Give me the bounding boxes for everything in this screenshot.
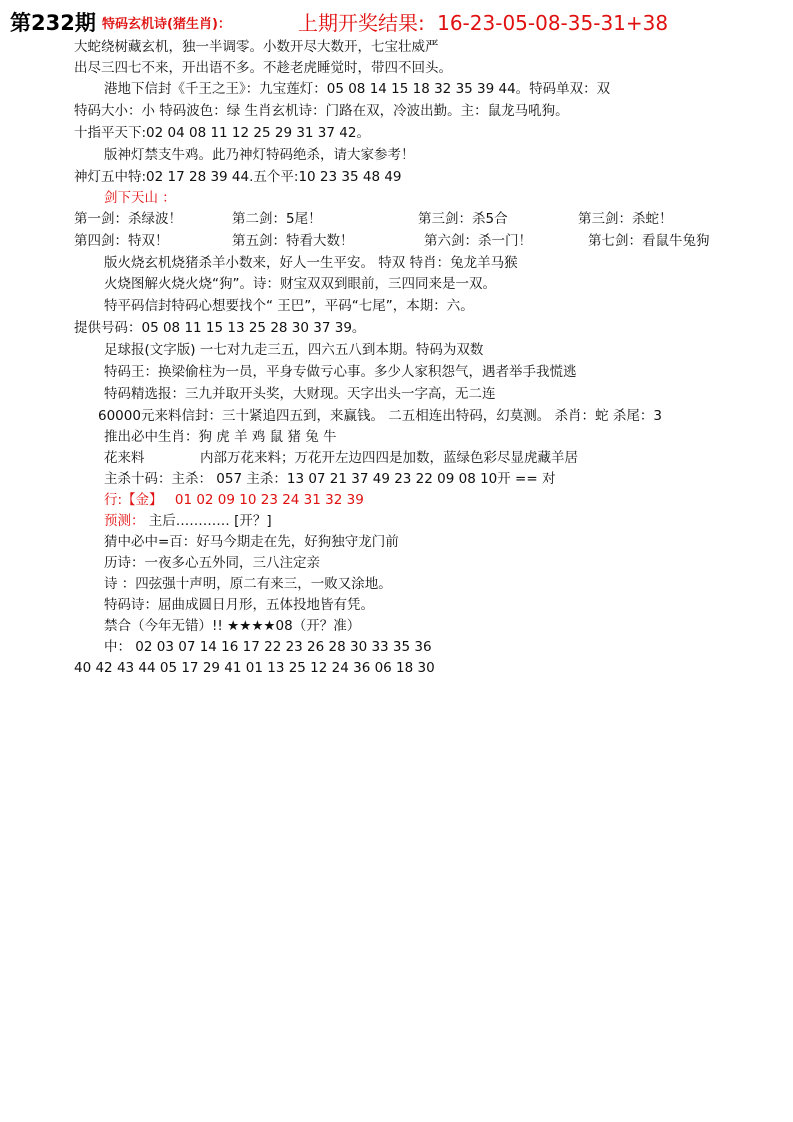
lamp-line: 版神灯禁支牛鸡。此乃神灯特码绝杀，请大家参考！ bbox=[104, 147, 415, 163]
predict-text: 主后………… [开？] bbox=[148, 513, 272, 529]
poem-line-3: 诗 ：四弦强十声明，原二有来三，一败又涂地。 bbox=[104, 576, 392, 592]
sword-title: 剑下天山 ： bbox=[104, 190, 176, 206]
must-zodiac-line: 推出必中生肖：狗 虎 羊 鸡 鼠 猪 兔 牛 bbox=[104, 429, 337, 445]
poem-line-1: 大蛇绕树藏玄机，独一半调零。小数开尽大数开，七宝壮威严 bbox=[74, 39, 439, 55]
sword-3: 第三剑：杀5合 bbox=[418, 211, 508, 227]
ten-fingers-line: 十指平天下:02 04 08 11 12 25 29 31 37 42。 bbox=[74, 125, 370, 141]
sword-4: 第四剑：特双！ bbox=[74, 233, 169, 249]
tema-poem-line: 特码诗：屈曲成圆日月形，五体投地皆有凭。 bbox=[104, 597, 374, 613]
football-line: 足球报(文字版) 一七对九走三五，四六五八到本期。特码为双数 bbox=[104, 342, 484, 358]
provided-numbers-line: 提供号码：05 08 11 15 13 25 28 30 37 39。 bbox=[74, 320, 366, 336]
poem-subtitle: 特码玄机诗(猪生肖)： bbox=[102, 17, 231, 32]
last-result bbox=[298, 10, 668, 36]
predict-label: 预测： bbox=[104, 513, 145, 529]
tema-pick-line: 特码精选报：三九并取开头奖，大财现。天字出头一字高，无二连 bbox=[104, 386, 496, 402]
poem-line-2: 出尽三四七不来，开出语不多。不趁老虎睡觉时，带四不回头。 bbox=[74, 60, 452, 76]
guess-line: 猜中必中=百：好马今期走在先，好狗独守龙门前 bbox=[104, 534, 399, 550]
sword-5: 第五剑：特看大数！ bbox=[232, 233, 354, 249]
tema-king-line: 特码王：换梁偷柱为一员，平身专做亏心事。多少人家积怨气，遇者举手我慌逃 bbox=[104, 364, 577, 380]
fire-dog-line: 火烧图解火烧火烧“狗”。诗：财宝双双到眼前，三四同来是一双。 bbox=[104, 276, 496, 292]
main-kill-line: 主杀十码：主杀： 057 主杀：13 07 21 37 49 23 22 09 08 10开 == 对 bbox=[104, 471, 556, 487]
final-numbers-line: 40 42 43 44 05 17 29 41 01 13 25 12 24 36 06 18 30 bbox=[74, 660, 435, 676]
sword-6: 第六剑：杀一门！ bbox=[424, 233, 532, 249]
gold-row bbox=[104, 491, 364, 509]
predict-row bbox=[104, 512, 272, 530]
sword-7: 第七剑：看鼠牛兔狗 bbox=[588, 233, 710, 249]
last-result-numbers: 16-23-05-08-35-31+38 bbox=[437, 11, 669, 35]
flower-line: 内部万花来料；万花开左边四四是加数，蓝绿色彩尽显虎藏羊居 bbox=[200, 450, 578, 466]
zhong-line: 中： 02 03 07 14 16 17 22 23 26 28 30 33 35 36 bbox=[104, 639, 432, 655]
hk-letter-line: 港地下信封《千王之王》：九宝莲灯：05 08 14 15 18 32 35 39 44。特码单双：双 bbox=[104, 81, 611, 97]
sword-1: 第一剑：杀绿波！ bbox=[74, 211, 182, 227]
sword-3b: 第三剑：杀蛇！ bbox=[578, 211, 673, 227]
lamp-numbers-line: 神灯五中特:02 17 28 39 44.五个平:10 23 35 48 49 bbox=[74, 169, 402, 185]
fire-line: 版火烧玄机烧猪杀羊小数来，好人一生平安。 特双 特肖：兔龙羊马猴 bbox=[104, 255, 518, 271]
size-color-line: 特码大小：小 特码波色：绿 生肖玄机诗：门路在双，冷波出勤。主：鼠龙马吼狗。 bbox=[74, 103, 569, 119]
history-poem-line: 历诗：一夜多心五外同，三八注定亲 bbox=[104, 555, 320, 571]
gold-label: 行:【金】 bbox=[104, 492, 163, 508]
flower-label: 花来料 bbox=[104, 450, 145, 466]
sixty-k-line: 60000元来料信封：三十紧追四五到，来赢钱。 二五相连出特码，幻莫测。 杀肖：蛇 杀尾：3 bbox=[98, 408, 662, 424]
combo-line: 禁合（今年无错）!! ★★★★08（开？准） bbox=[104, 618, 361, 634]
last-result-label: 上期开奖结果: bbox=[298, 11, 425, 35]
pingma-line: 特平码信封特码心想要找个“ 王巴”，平码“七尾”，本期：六。 bbox=[104, 298, 474, 314]
issue-title: 第232期 bbox=[10, 11, 96, 35]
gold-numbers: 01 02 09 10 23 24 31 32 39 bbox=[174, 492, 364, 508]
sword-2: 第二剑：5尾！ bbox=[232, 211, 322, 227]
